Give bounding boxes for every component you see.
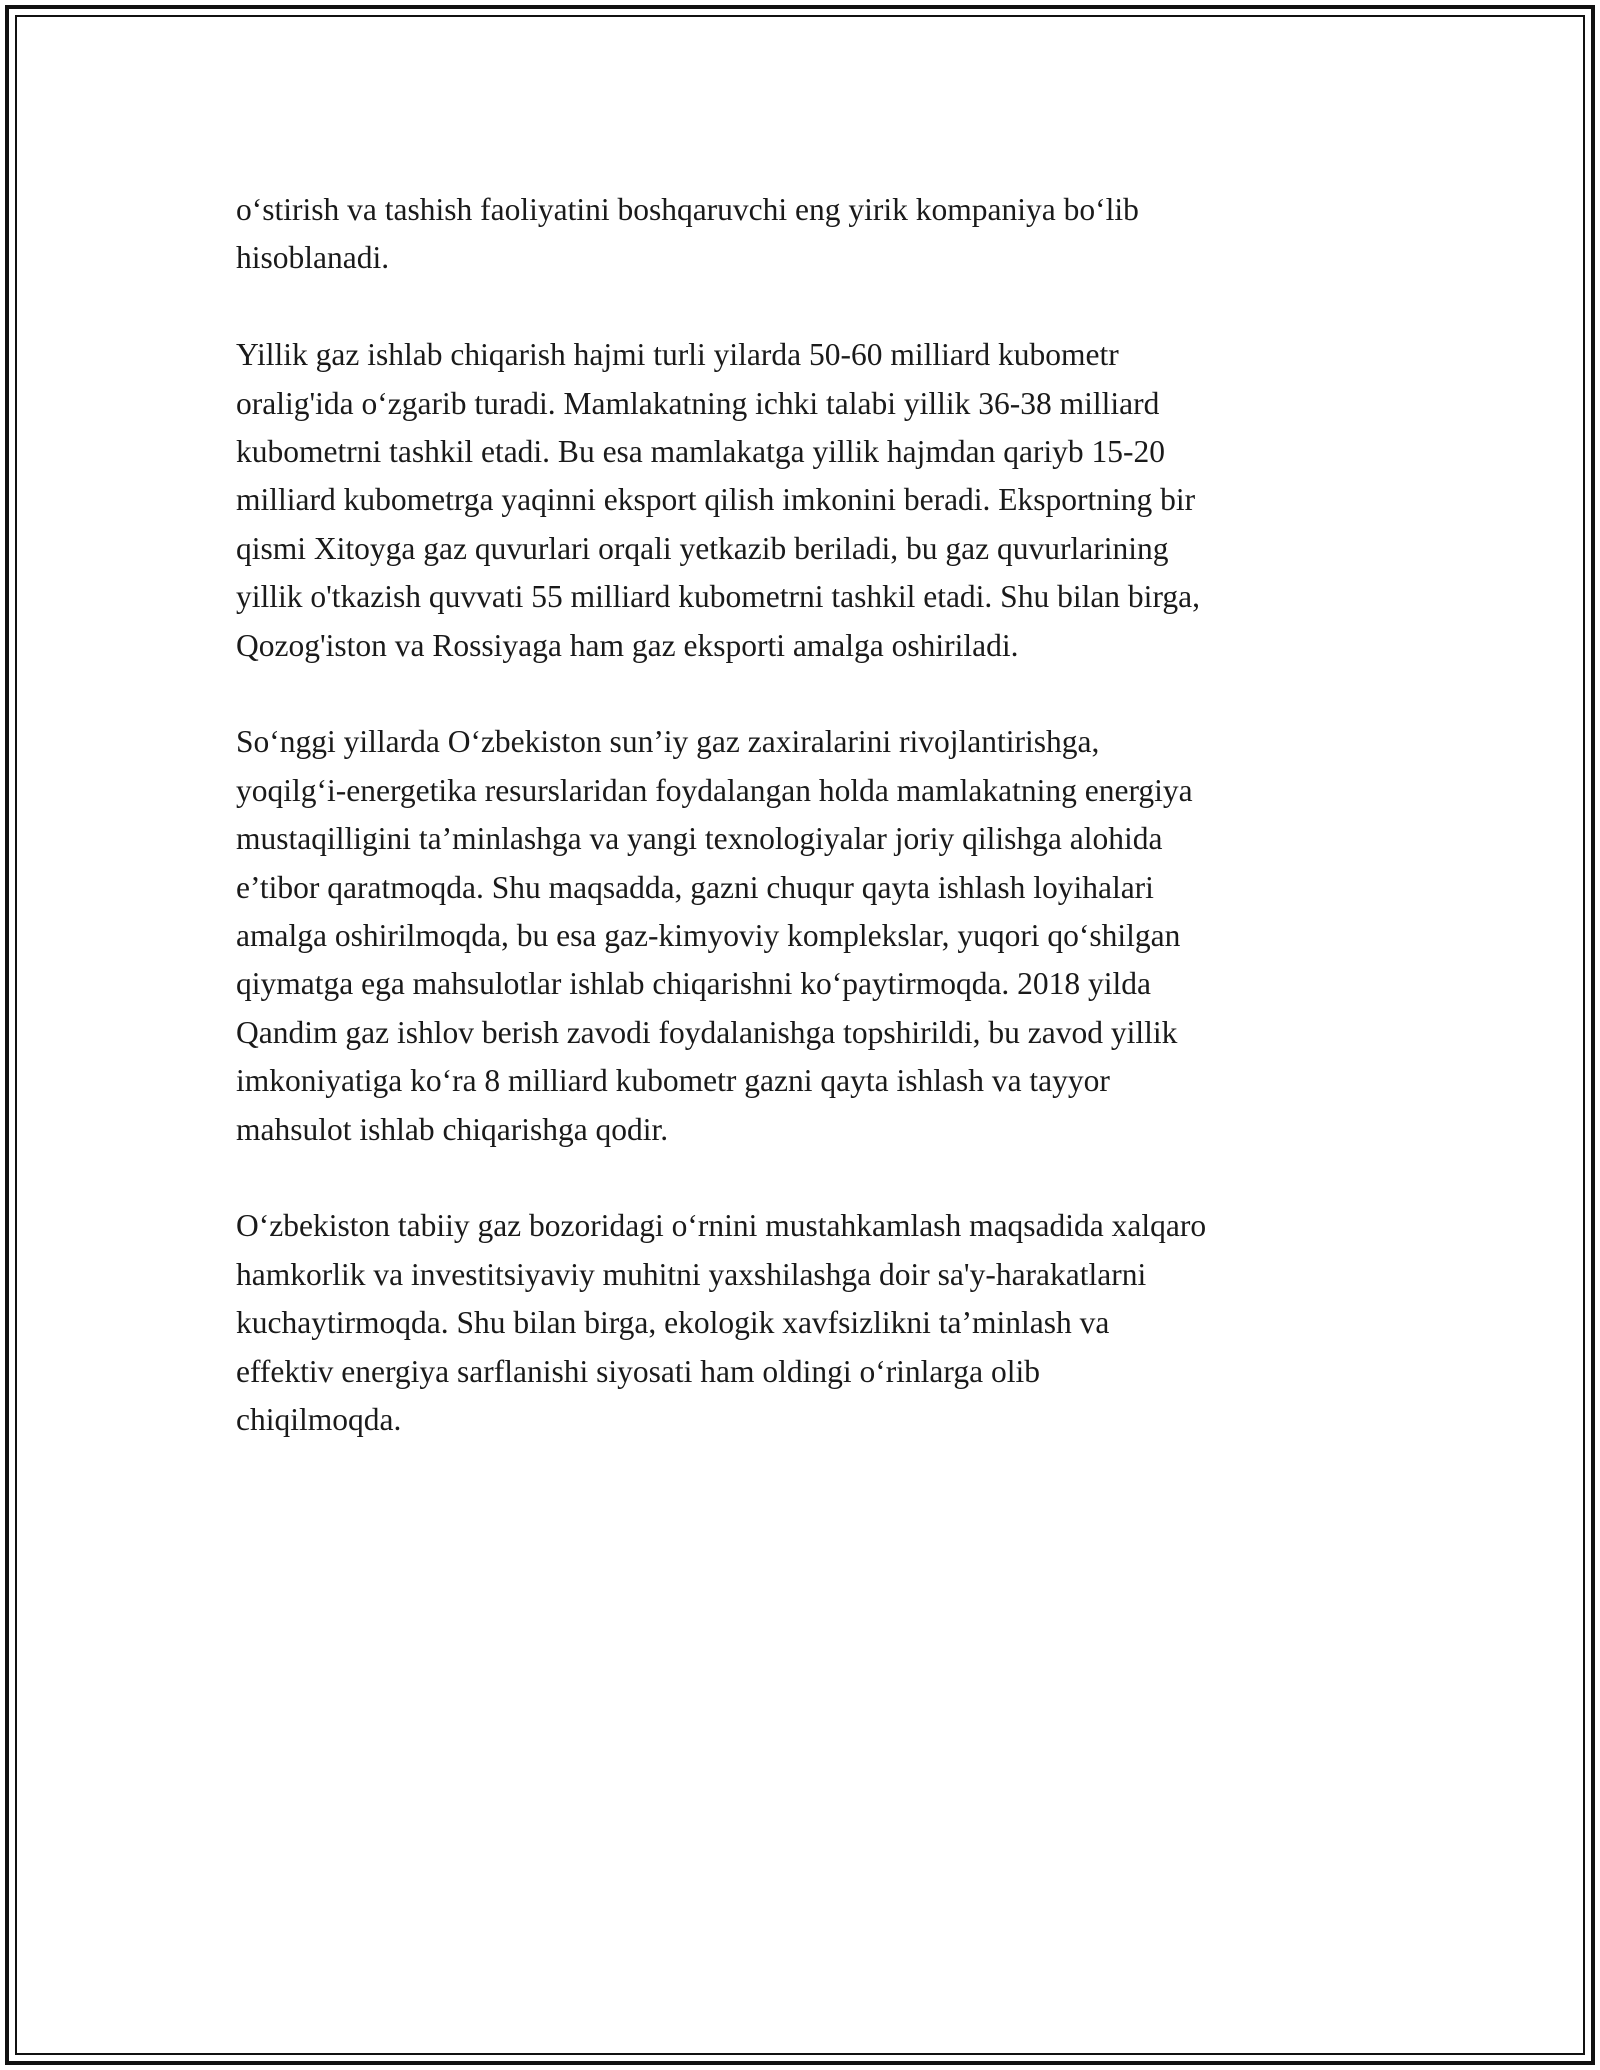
paragraph-1: o‘stirish va tashish faoliyatini boshqaruvchi eng yirik kompaniya bo‘lib hisoblanadi. [236, 192, 1139, 276]
paragraph-2: Yillik gaz ishlab chiqarish hajmi turli yilarda 50-60 milliard kubometr oralig'ida o‘zgarib turadi. Mamlakatning ichki talabi yillik 36-38 milliard kubometrni tashkil etadi. Bu esa mamlakatga yillik hajmdan qariyb 15-20 milliard kubometrga yaqinni eksport qilish imkonini beradi. Eksportning bir qismi Xitoyga gaz quvurlari orqali yetkazib beriladi, bu gaz quvurlarining yillik o'tkazish quvvati 55 milliard kubometrni tashkil etadi. Shu bilan birga, Qozog'iston va Rossiyaga ham gaz eksporti amalga oshiriladi. [236, 337, 1200, 663]
document-body [236, 186, 1386, 1493]
paragraph-4: O‘zbekiston tabiiy gaz bozoridagi o‘rnini mustahkamlash maqsadida xalqaro hamkorlik va investitsiyaviy muhitni yaxshilashga doir sa'y-harakatlarni kuchaytirmoqda. Shu bilan birga, ekologik xavfsizlikni ta’minlash va effektiv energiya sarflanishi siyosati ham oldingi o‘rinlarga olib chiqilmoqda. [236, 1208, 1207, 1438]
paragraph-3: So‘nggi yillarda O‘zbekiston sun’iy gaz zaxiralarini rivojlantirishga, yoqilg‘i-energetika resurslaridan foydalangan holda mamlakatning energiya mustaqilligini ta’minlashga va yangi texnologiyalar joriy qilishga alohida e’tibor qaratmoqda. Shu maqsadda, gazni chuqur qayta ishlash loyihalari amalga oshirilmoqda, bu esa gaz-kimyoviy komplekslar, yuqori qo‘shilgan qiymatga ega mahsulotlar ishlab chiqarishni ko‘paytirmoqda. 2018 yilda Qandim gaz ishlov berish zavodi foydalanishga topshirildi, bu zavod yillik imkoniyatiga ko‘ra 8 milliard kubometr gazni qayta ishlash va tayyor mahsulot ishlab chiqarishga qodir. [236, 724, 1193, 1147]
